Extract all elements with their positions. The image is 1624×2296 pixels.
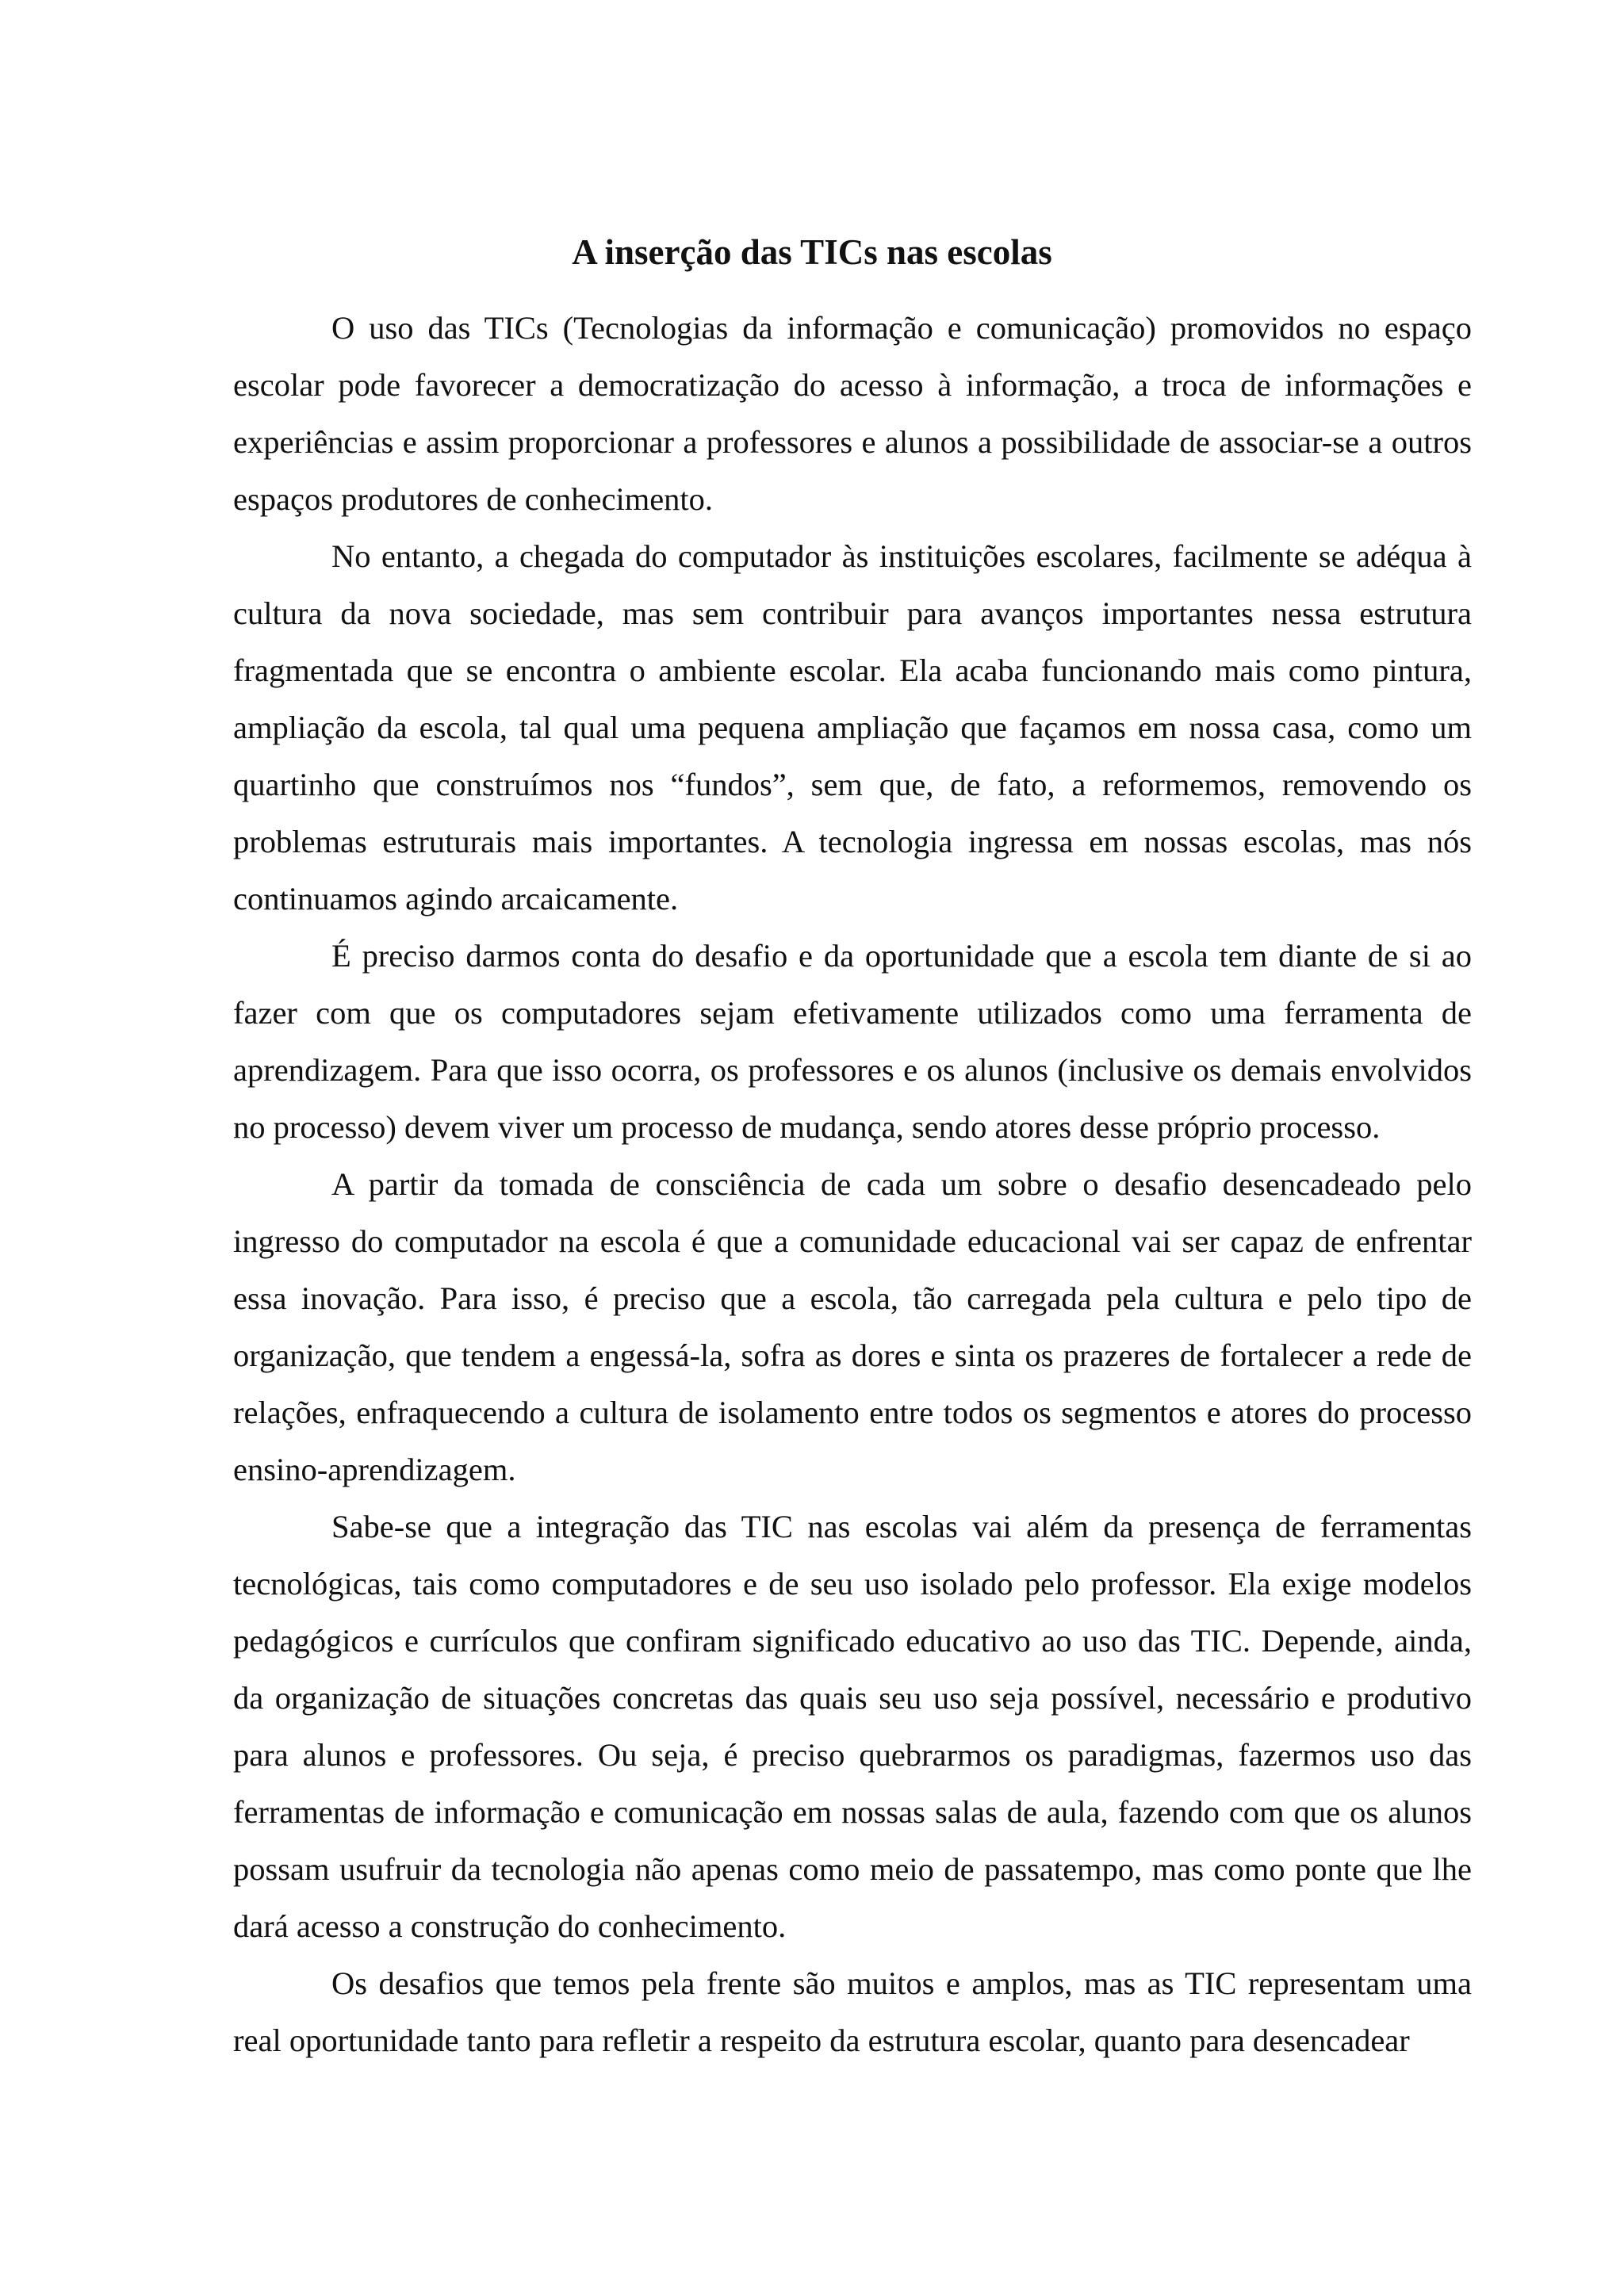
paragraph-5: Sabe-se que a integração das TIC nas escolas vai além da presença de ferramentas tecnológicas, tais como computadores e de seu uso isolado pelo professor. Ela exige modelos pedagógicos e currículos que confiram significado educativo ao uso das TIC. Depende, ainda, da organização de situações concretas das quais seu uso seja possível, necessário e produtivo para alunos e professores. Ou seja, é preciso quebrarmos os paradigmas, fazermos uso das ferramentas de informação e comunicação em nossas salas de aula, fazendo com que os alunos possam usufruir da tecnologia não apenas como meio de passatempo, mas como ponte que lhe dará acesso a construção do conhecimento. [233,1509,1472,1944]
paragraph-4: A partir da tomada de consciência de cada um sobre o desafio desencadeado pelo ingresso do computador na escola é que a comunidade educacional vai ser capaz de enfrentar essa inovação. Para isso, é preciso que a escola, tão carregada pela cultura e pelo tipo de organização, que tendem a engessá-la, sofra as dores e sinta os prazeres de fortalecer a rede de relações, enfraquecendo a cultura de isolamento entre todos os segmentos e atores do processo ensino-aprendizagem. [233,1166,1472,1487]
paragraph-1: O uso das TICs (Tecnologias da informação e comunicação) promovidos no espaço escolar pode favorecer a democratização do acesso à informação, a troca de informações e experiências e assim proporcionar a professores e alunos a possibilidade de associar-se a outros espaços produtores de conhecimento. [233,310,1472,517]
paragraph-3: É preciso darmos conta do desafio e da oportunidade que a escola tem diante de si ao fazer com que os computadores sejam efetivamente utilizados como uma ferramenta de aprendizagem. Para que isso ocorra, os professores e os alunos (inclusive os demais envolvidos no processo) devem viver um processo de mudança, sendo atores desse próprio processo. [233,938,1472,1145]
page-title: A inserção das TICs nas escolas [572,232,1052,272]
paragraph-6: Os desafios que temos pela frente são muitos e amplos, mas as TIC representam uma real oportunidade tanto para refletir a respeito da estrutura escolar, quanto para desencadear [233,1965,1472,2058]
document-body [233,300,1472,2069]
paragraph-2: No entanto, a chegada do computador às instituições escolares, facilmente se adéqua à cultura da nova sociedade, mas sem contribuir para avanços importantes nessa estrutura fragmentada que se encontra o ambiente escolar. Ela acaba funcionando mais como pintura, ampliação da escola, tal qual uma pequena ampliação que façamos em nossa casa, como um quartinho que construímos nos “fundos”, sem que, de fato, a reformemos, removendo os problemas estruturais mais importantes. A tecnologia ingressa em nossas escolas, mas nós continuamos agindo arcaicamente. [233,538,1472,916]
